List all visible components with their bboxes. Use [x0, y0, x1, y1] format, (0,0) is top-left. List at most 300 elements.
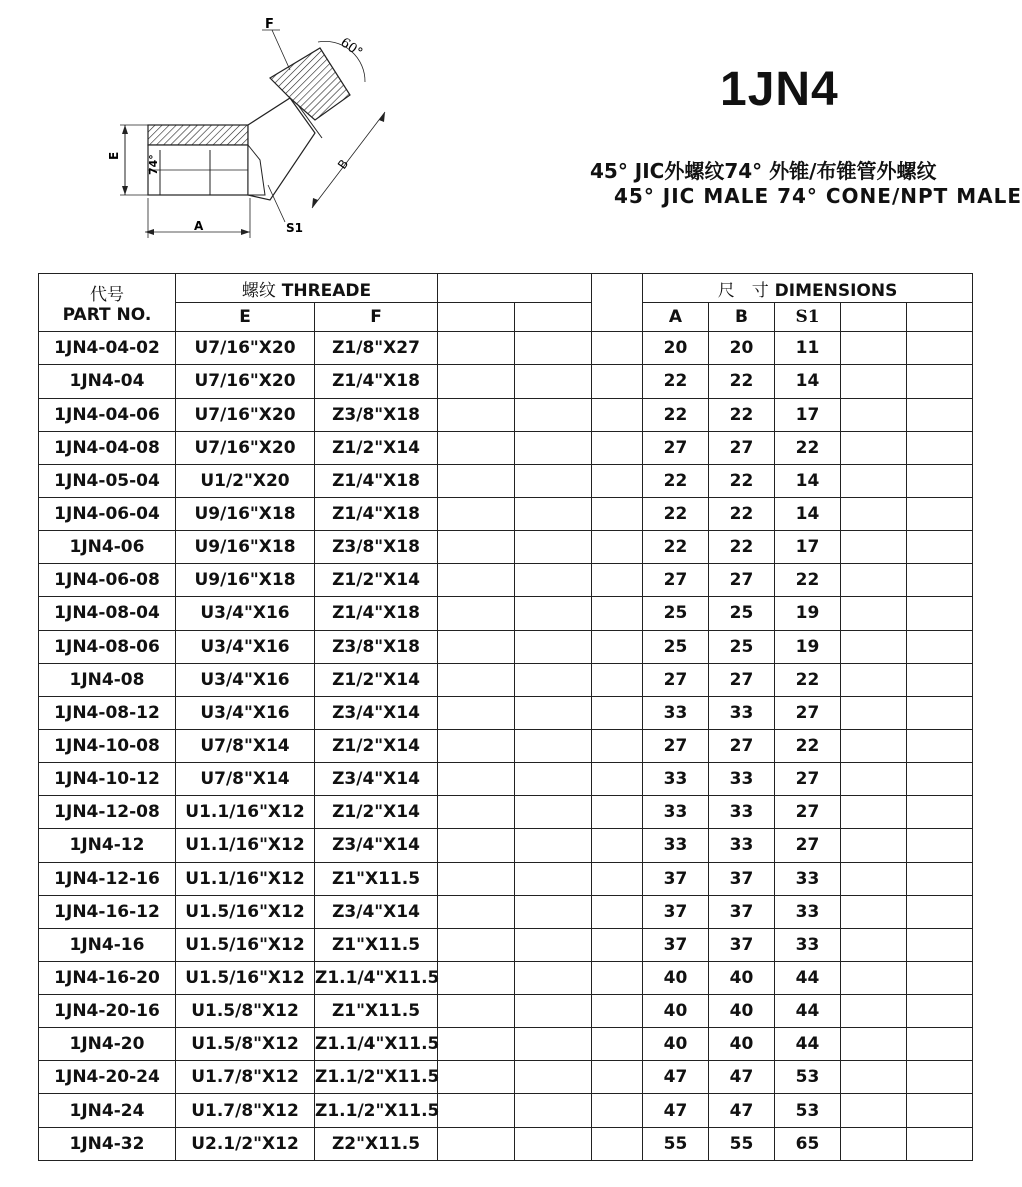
cell-empty [515, 1094, 592, 1127]
cell-part: 1JN4-16 [39, 928, 176, 961]
table-row [39, 995, 973, 1028]
cell-s1: 44 [775, 995, 841, 1028]
cell-empty [438, 1094, 515, 1127]
cell-empty [438, 796, 515, 829]
cell-empty [438, 464, 515, 497]
cell-empty [515, 365, 592, 398]
cell-s1: 22 [775, 431, 841, 464]
cell-e: U1.5/16"X12 [176, 895, 315, 928]
cell-b: 22 [709, 464, 775, 497]
cell-gap [592, 928, 643, 961]
cell-a: 33 [643, 796, 709, 829]
cell-empty [907, 928, 973, 961]
cell-empty [907, 597, 973, 630]
cell-empty [841, 928, 907, 961]
label-s1: S1 [286, 221, 303, 235]
cell-s1: 44 [775, 1028, 841, 1061]
cell-part: 1JN4-05-04 [39, 464, 176, 497]
cell-b: 25 [709, 630, 775, 663]
cell-f: Z1"X11.5 [315, 862, 438, 895]
empty-header-gap [592, 274, 643, 332]
table-row [39, 630, 973, 663]
cell-empty [515, 928, 592, 961]
cell-empty [841, 961, 907, 994]
cell-part: 1JN4-24 [39, 1094, 176, 1127]
cell-empty [438, 995, 515, 1028]
cell-b: 22 [709, 497, 775, 530]
cell-empty [438, 1028, 515, 1061]
cell-b: 22 [709, 398, 775, 431]
cell-a: 40 [643, 961, 709, 994]
cell-a: 22 [643, 398, 709, 431]
cell-gap [592, 796, 643, 829]
cell-empty [515, 729, 592, 762]
cell-a: 27 [643, 564, 709, 597]
cell-s1: 33 [775, 895, 841, 928]
subtitle-en: 45° JIC MALE 74° CONE/NPT MALE [614, 184, 1022, 208]
cell-empty [515, 1127, 592, 1160]
cell-s1: 33 [775, 862, 841, 895]
cell-empty [438, 763, 515, 796]
cell-f: Z3/8"X18 [315, 398, 438, 431]
cell-f: Z3/4"X14 [315, 895, 438, 928]
cell-empty [438, 1061, 515, 1094]
empty-header-4 [841, 303, 907, 332]
cell-s1: 19 [775, 630, 841, 663]
cell-f: Z1/4"X18 [315, 365, 438, 398]
cell-gap [592, 895, 643, 928]
cell-empty [438, 961, 515, 994]
cell-f: Z1.1/4"X11.5 [315, 1028, 438, 1061]
cell-f: Z1.1/2"X11.5 [315, 1094, 438, 1127]
col-e-header: E [176, 303, 315, 332]
cell-empty [515, 332, 592, 365]
cell-empty [841, 398, 907, 431]
cell-empty [515, 564, 592, 597]
cell-empty [515, 431, 592, 464]
page-title: 1JN4 [720, 63, 839, 116]
cell-f: Z1/2"X14 [315, 431, 438, 464]
cell-gap [592, 630, 643, 663]
cell-part: 1JN4-04-08 [39, 431, 176, 464]
cell-empty [438, 663, 515, 696]
cell-e: U7/16"X20 [176, 365, 315, 398]
cell-b: 27 [709, 564, 775, 597]
label-angle: 60° [337, 35, 365, 61]
cell-b: 33 [709, 696, 775, 729]
cell-f: Z1/8"X27 [315, 332, 438, 365]
cell-empty [515, 1061, 592, 1094]
cell-empty [907, 332, 973, 365]
cell-empty [438, 497, 515, 530]
cell-empty [438, 862, 515, 895]
cell-e: U1.7/8"X12 [176, 1061, 315, 1094]
cell-f: Z1"X11.5 [315, 928, 438, 961]
table-row [39, 1028, 973, 1061]
cell-part: 1JN4-10-08 [39, 729, 176, 762]
table-row [39, 365, 973, 398]
cell-a: 40 [643, 995, 709, 1028]
cell-b: 22 [709, 365, 775, 398]
table-row [39, 531, 973, 564]
cell-b: 37 [709, 862, 775, 895]
cell-empty [438, 365, 515, 398]
cell-s1: 19 [775, 597, 841, 630]
cell-b: 27 [709, 663, 775, 696]
cell-a: 37 [643, 928, 709, 961]
cell-empty [515, 995, 592, 1028]
cell-empty [907, 630, 973, 663]
cell-empty [438, 597, 515, 630]
cell-part: 1JN4-10-12 [39, 763, 176, 796]
cell-empty [841, 895, 907, 928]
cell-empty [841, 497, 907, 530]
cell-empty [907, 1028, 973, 1061]
cell-empty [907, 696, 973, 729]
cell-b: 37 [709, 895, 775, 928]
cell-empty [841, 630, 907, 663]
cell-empty [515, 597, 592, 630]
cell-part: 1JN4-08-04 [39, 597, 176, 630]
cell-empty [841, 332, 907, 365]
table-row [39, 398, 973, 431]
cell-empty [907, 431, 973, 464]
cell-gap [592, 1028, 643, 1061]
cell-s1: 53 [775, 1061, 841, 1094]
cell-e: U1.5/8"X12 [176, 1028, 315, 1061]
table-row [39, 497, 973, 530]
cell-s1: 22 [775, 729, 841, 762]
cell-f: Z3/4"X14 [315, 829, 438, 862]
cell-empty [907, 497, 973, 530]
table-row [39, 597, 973, 630]
cell-empty [841, 597, 907, 630]
cell-b: 27 [709, 729, 775, 762]
cell-s1: 27 [775, 796, 841, 829]
header-row-1 [39, 274, 973, 303]
cell-part: 1JN4-12-16 [39, 862, 176, 895]
col-f-header: F [315, 303, 438, 332]
cell-gap [592, 829, 643, 862]
cell-s1: 53 [775, 1094, 841, 1127]
cell-gap [592, 564, 643, 597]
cell-e: U7/16"X20 [176, 398, 315, 431]
table-row [39, 564, 973, 597]
cell-empty [438, 928, 515, 961]
cell-empty [515, 696, 592, 729]
cell-empty [438, 564, 515, 597]
cell-e: U1.1/16"X12 [176, 829, 315, 862]
table-row [39, 961, 973, 994]
cell-a: 20 [643, 332, 709, 365]
cell-empty [515, 497, 592, 530]
cell-s1: 22 [775, 564, 841, 597]
cell-s1: 17 [775, 398, 841, 431]
cell-part: 1JN4-20-24 [39, 1061, 176, 1094]
cell-a: 37 [643, 895, 709, 928]
cell-part: 1JN4-16-20 [39, 961, 176, 994]
cell-empty [515, 796, 592, 829]
cell-empty [907, 365, 973, 398]
label-74: 74° [147, 154, 160, 175]
cell-e: U7/8"X14 [176, 729, 315, 762]
cell-s1: 27 [775, 696, 841, 729]
cell-f: Z3/8"X18 [315, 531, 438, 564]
cell-empty [438, 829, 515, 862]
subtitle-cn: 45° JIC外螺纹74° 外锥/布锥管外螺纹 [590, 159, 937, 183]
empty-header-2 [438, 303, 515, 332]
cell-empty [841, 995, 907, 1028]
cell-a: 47 [643, 1061, 709, 1094]
cell-empty [841, 431, 907, 464]
cell-s1: 33 [775, 928, 841, 961]
cell-f: Z1/4"X18 [315, 497, 438, 530]
cell-e: U1/2"X20 [176, 464, 315, 497]
cell-empty [907, 862, 973, 895]
cell-a: 22 [643, 365, 709, 398]
cell-gap [592, 696, 643, 729]
cell-f: Z1/4"X18 [315, 464, 438, 497]
table-row [39, 464, 973, 497]
cell-empty [841, 796, 907, 829]
cell-empty [841, 696, 907, 729]
part-no-header [39, 274, 176, 332]
cell-empty [438, 431, 515, 464]
cell-empty [907, 763, 973, 796]
thread-header-en: THREADE [281, 280, 372, 301]
cell-gap [592, 497, 643, 530]
cell-gap [592, 763, 643, 796]
cell-f: Z3/8"X18 [315, 630, 438, 663]
cell-part: 1JN4-04-06 [39, 398, 176, 431]
cell-gap [592, 1061, 643, 1094]
cell-b: 40 [709, 995, 775, 1028]
col-a-header: A [643, 303, 709, 332]
cell-e: U9/16"X18 [176, 564, 315, 597]
cell-e: U1.7/8"X12 [176, 1094, 315, 1127]
cell-empty [907, 995, 973, 1028]
cell-f: Z1/2"X14 [315, 729, 438, 762]
cell-a: 37 [643, 862, 709, 895]
cell-a: 22 [643, 464, 709, 497]
cell-b: 37 [709, 928, 775, 961]
cell-f: Z2"X11.5 [315, 1127, 438, 1160]
table-row [39, 696, 973, 729]
table-row [39, 663, 973, 696]
table-row [39, 796, 973, 829]
cell-empty [841, 1094, 907, 1127]
cell-empty [515, 1028, 592, 1061]
cell-b: 47 [709, 1061, 775, 1094]
cell-a: 22 [643, 497, 709, 530]
table-row [39, 729, 973, 762]
cell-a: 40 [643, 1028, 709, 1061]
cell-f: Z1/2"X14 [315, 796, 438, 829]
cell-f: Z1.1/2"X11.5 [315, 1061, 438, 1094]
cell-empty [907, 829, 973, 862]
table-row [39, 1127, 973, 1160]
cell-e: U1.5/8"X12 [176, 995, 315, 1028]
cell-e: U7/8"X14 [176, 763, 315, 796]
dimensions-header-cn: 尺 寸 [717, 280, 769, 301]
cell-b: 33 [709, 796, 775, 829]
cell-part: 1JN4-06-04 [39, 497, 176, 530]
cell-a: 25 [643, 597, 709, 630]
cell-part: 1JN4-04 [39, 365, 176, 398]
cell-b: 40 [709, 1028, 775, 1061]
cell-empty [438, 332, 515, 365]
cell-e: U1.1/16"X12 [176, 796, 315, 829]
cell-e: U3/4"X16 [176, 630, 315, 663]
cell-gap [592, 365, 643, 398]
cell-e: U9/16"X18 [176, 497, 315, 530]
cell-empty [907, 398, 973, 431]
cell-s1: 27 [775, 829, 841, 862]
cell-b: 40 [709, 961, 775, 994]
cell-empty [515, 630, 592, 663]
cell-s1: 14 [775, 497, 841, 530]
cell-part: 1JN4-20-16 [39, 995, 176, 1028]
cell-e: U7/16"X20 [176, 431, 315, 464]
table-row [39, 1061, 973, 1094]
dimensions-header-en: DIMENSIONS [774, 280, 898, 301]
cell-empty [841, 763, 907, 796]
thread-header [176, 274, 438, 303]
empty-header-3 [515, 303, 592, 332]
cell-gap [592, 1127, 643, 1160]
cell-s1: 11 [775, 332, 841, 365]
cell-s1: 14 [775, 464, 841, 497]
cell-f: Z1/2"X14 [315, 564, 438, 597]
table-row [39, 332, 973, 365]
table-row [39, 829, 973, 862]
cell-empty [841, 1061, 907, 1094]
cell-empty [515, 862, 592, 895]
table-row [39, 1094, 973, 1127]
cell-empty [907, 961, 973, 994]
empty-header-1 [438, 274, 592, 303]
cell-gap [592, 729, 643, 762]
cell-gap [592, 663, 643, 696]
empty-header-5 [907, 303, 973, 332]
header-row-2 [39, 303, 973, 332]
cell-s1: 44 [775, 961, 841, 994]
cell-a: 27 [643, 431, 709, 464]
cell-b: 33 [709, 763, 775, 796]
cell-empty [515, 464, 592, 497]
cell-a: 33 [643, 696, 709, 729]
cell-empty [907, 895, 973, 928]
cell-empty [907, 464, 973, 497]
cell-empty [907, 564, 973, 597]
cell-part: 1JN4-04-02 [39, 332, 176, 365]
cell-e: U9/16"X18 [176, 531, 315, 564]
cell-part: 1JN4-12 [39, 829, 176, 862]
cell-empty [907, 663, 973, 696]
cell-part: 1JN4-06-08 [39, 564, 176, 597]
cell-f: Z3/4"X14 [315, 696, 438, 729]
cell-part: 1JN4-08 [39, 663, 176, 696]
cell-gap [592, 597, 643, 630]
cell-e: U7/16"X20 [176, 332, 315, 365]
cell-empty [841, 564, 907, 597]
cell-gap [592, 332, 643, 365]
cell-e: U3/4"X16 [176, 696, 315, 729]
cell-a: 25 [643, 630, 709, 663]
cell-empty [515, 531, 592, 564]
cell-gap [592, 398, 643, 431]
dimensions-header [643, 274, 973, 303]
cell-part: 1JN4-16-12 [39, 895, 176, 928]
table-row [39, 928, 973, 961]
cell-e: U1.5/16"X12 [176, 961, 315, 994]
table-row [39, 862, 973, 895]
cell-b: 20 [709, 332, 775, 365]
cell-e: U1.1/16"X12 [176, 862, 315, 895]
cell-e: U1.5/16"X12 [176, 928, 315, 961]
cell-empty [907, 1061, 973, 1094]
cell-empty [841, 862, 907, 895]
cell-e: U2.1/2"X12 [176, 1127, 315, 1160]
cell-a: 47 [643, 1094, 709, 1127]
cell-empty [841, 829, 907, 862]
cell-empty [438, 531, 515, 564]
cell-part: 1JN4-08-12 [39, 696, 176, 729]
table-row [39, 431, 973, 464]
thread-header-cn: 螺纹 [241, 280, 276, 301]
cell-empty [438, 398, 515, 431]
cell-f: Z1"X11.5 [315, 995, 438, 1028]
col-s1-header: S1 [775, 303, 841, 332]
cell-a: 27 [643, 663, 709, 696]
cell-b: 25 [709, 597, 775, 630]
cell-part: 1JN4-12-08 [39, 796, 176, 829]
cell-gap [592, 862, 643, 895]
label-a: A [194, 219, 204, 233]
cell-empty [515, 763, 592, 796]
cell-b: 27 [709, 431, 775, 464]
cell-gap [592, 431, 643, 464]
cell-empty [907, 729, 973, 762]
part-no-header-cn: 代号 [90, 285, 124, 306]
cell-empty [438, 1127, 515, 1160]
cell-part: 1JN4-06 [39, 531, 176, 564]
cell-empty [841, 464, 907, 497]
cell-gap [592, 961, 643, 994]
spec-table [38, 273, 973, 1161]
cell-a: 22 [643, 531, 709, 564]
cell-empty [907, 1094, 973, 1127]
cell-a: 33 [643, 763, 709, 796]
cell-empty [438, 729, 515, 762]
cell-gap [592, 531, 643, 564]
cell-b: 47 [709, 1094, 775, 1127]
cell-empty [841, 729, 907, 762]
cell-empty [515, 961, 592, 994]
part-no-header-en: PART NO. [62, 305, 152, 326]
fitting-drawing [100, 10, 365, 245]
cell-empty [907, 1127, 973, 1160]
cell-gap [592, 1094, 643, 1127]
cell-b: 33 [709, 829, 775, 862]
cell-empty [841, 365, 907, 398]
cell-s1: 22 [775, 663, 841, 696]
cell-empty [515, 895, 592, 928]
cell-part: 1JN4-08-06 [39, 630, 176, 663]
cell-empty [438, 895, 515, 928]
cell-f: Z1/4"X18 [315, 597, 438, 630]
cell-empty [841, 663, 907, 696]
